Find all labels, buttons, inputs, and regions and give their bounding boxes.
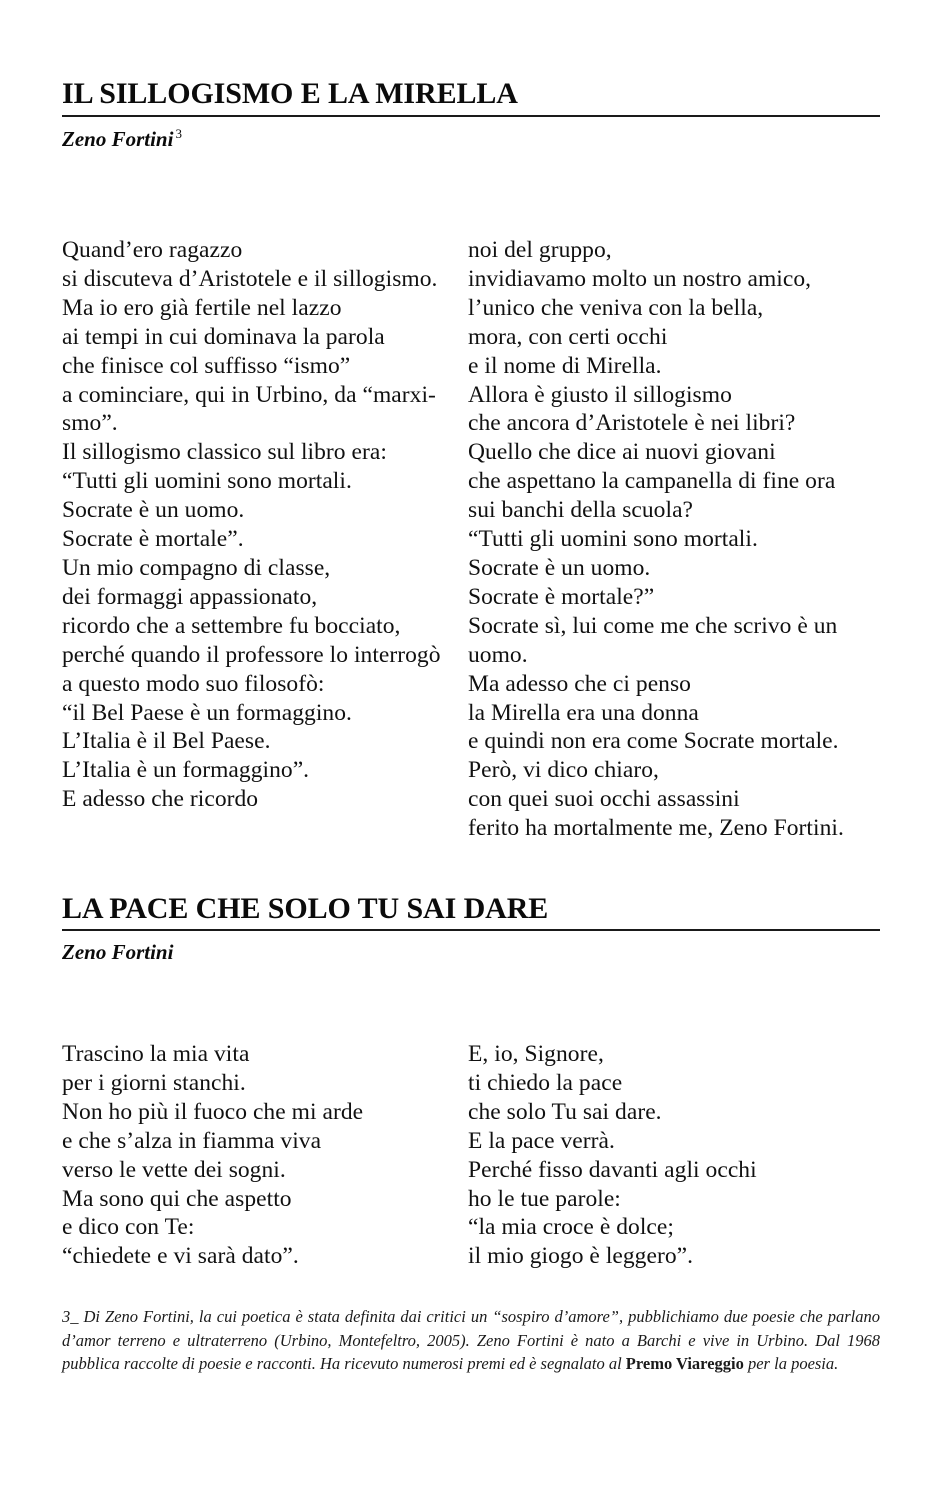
verse-line: che ancora d’Aristotele è nei libri? — [468, 410, 796, 437]
verse-line: l’unico che veniva con la bella, — [468, 294, 764, 321]
verse-line: Trascino la mia vita — [62, 1041, 250, 1067]
verse-line: Socrate è mortale”. — [62, 526, 244, 553]
verse-column-left — [62, 1040, 468, 1271]
verse-line: che aspettano la campanella di fine ora — [468, 468, 836, 495]
verse-line: Un mio compagno di classe, — [62, 554, 331, 581]
verse-column-left — [62, 236, 468, 843]
verse-columns — [62, 1040, 880, 1271]
poem-author-name: Zeno Fortini — [62, 126, 174, 151]
verse-line: e che s’alza in fiamma viva — [62, 1127, 322, 1154]
verse-line: E la pace verrà. — [468, 1127, 615, 1154]
verse-line: L’Italia è un formaggino”. — [62, 757, 310, 784]
verse-line: ho le tue parole: — [468, 1185, 621, 1212]
verse-line: uomo. — [468, 641, 528, 668]
verse-line: invidiavamo molto un nostro amico, — [468, 265, 812, 292]
title-rule — [62, 929, 880, 931]
verse-line: a questo modo suo filosofò: — [62, 670, 325, 697]
verse-line: ferito ha mortalmente me, Zeno Fortini. — [468, 815, 844, 842]
verse-line: L’Italia è il Bel Paese. — [62, 728, 271, 755]
verse-line: mora, con certi occhi — [468, 323, 668, 350]
verse-line: che solo Tu sai dare. — [468, 1098, 662, 1125]
verse-line: e quindi non era come Socrate mortale. — [468, 728, 839, 755]
verse-line: verso le vette dei sogni. — [62, 1156, 286, 1183]
verse-line: “Tutti gli uomini sono mortali. — [62, 468, 352, 495]
verse-line: Non ho più il fuoco che mi arde — [62, 1098, 364, 1125]
poem-author-name: Zeno Fortini — [62, 939, 174, 964]
verse-line: Socrate sì, lui come me che scrivo è un — [468, 612, 838, 639]
verse-line: il mio giogo è leggero”. — [468, 1243, 694, 1270]
footnote-text-part1: 3_ Di Zeno Fortini, la cui poetica è stata definita dai critici un “sospiro d’amore”, pubblichiamo due poesie che parlano d’amor terreno e ultraterreno (Urbino, Montefeltro, 2005). Zeno Fortini è nato a Barchi e vive in Urbino. Dal 1968 pubblica raccolte di poesie e racconti. Ha ricevuto numerosi premi ed è segnalato al — [62, 1307, 880, 1373]
verse-line: ricordo che a settembre fu bocciato, — [62, 612, 401, 639]
verse-column-right — [468, 1040, 874, 1271]
verse-line: Quand’ero ragazzo — [62, 237, 243, 263]
verse-line: Perché fisso davanti agli occhi — [468, 1156, 757, 1183]
verse-line: smo”. — [62, 410, 118, 437]
verse-line: perché quando il professore lo interrogò — [62, 641, 441, 668]
verse-line: Socrate è un uomo. — [62, 497, 245, 524]
verse-line: la Mirella era una donna — [468, 699, 699, 726]
verse-line: noi del gruppo, — [468, 237, 612, 263]
title-rule — [62, 115, 880, 117]
verse-line: Ma io ero già fertile nel lazzo — [62, 294, 342, 321]
footnote-text-part2: per la poesia. — [743, 1354, 839, 1373]
verse-column-right — [468, 236, 874, 843]
verse-line: Quello che dice ai nuovi giovani — [468, 439, 776, 466]
verse-line: Allora è giusto il sillogismo — [468, 381, 732, 408]
verse-line: “Tutti gli uomini sono mortali. — [468, 526, 758, 553]
verse-line: a cominciare, qui in Urbino, da “marxi- — [62, 381, 436, 408]
verse-line: si discuteva d’Aristotele e il sillogismo. — [62, 265, 438, 292]
verse-line: E adesso che ricordo — [62, 786, 259, 813]
verse-line: Ma adesso che ci penso — [468, 670, 691, 697]
verse-line: E, io, Signore, — [468, 1041, 604, 1067]
footnote — [62, 1305, 880, 1376]
verse-line: Ma sono qui che aspetto — [62, 1185, 292, 1212]
verse-line: Il sillogismo classico sul libro era: — [62, 439, 387, 466]
verse-line: “la mia croce è dolce; — [468, 1214, 674, 1241]
verse-line: e il nome di Mirella. — [468, 352, 662, 379]
poem-author — [62, 941, 880, 964]
verse-line: e dico con Te: — [62, 1214, 195, 1241]
verse-line: “chiedete e vi sarà dato”. — [62, 1243, 299, 1270]
verse-line: con quei suoi occhi assassini — [468, 786, 740, 813]
poem-section — [62, 77, 880, 842]
verse-columns — [62, 236, 880, 843]
poem-section — [62, 892, 880, 1270]
verse-line: dei formaggi appassionato, — [62, 583, 318, 610]
verse-line: per i giorni stanchi. — [62, 1069, 246, 1096]
verse-line: Però, vi dico chiaro, — [468, 757, 659, 784]
verse-line: che finisce col suffisso “ismo” — [62, 352, 351, 379]
verse-line: sui banchi della scuola? — [468, 497, 694, 524]
verse-line: ai tempi in cui dominava la parola — [62, 323, 385, 350]
footnote-award-name: Premo Viareggio — [625, 1354, 744, 1373]
footnote-reference: 3 — [175, 125, 182, 141]
poem-title: IL SILLOGISMO E LA MIRELLA — [62, 77, 518, 110]
poem-title: LA PACE CHE SOLO TU SAI DARE — [62, 892, 549, 925]
poem-author — [62, 127, 880, 151]
verse-line: ti chiedo la pace — [468, 1069, 623, 1096]
verse-line: “il Bel Paese è un formaggino. — [62, 699, 352, 726]
verse-line: Socrate è mortale?” — [468, 583, 655, 610]
verse-line: Socrate è un uomo. — [468, 554, 651, 581]
